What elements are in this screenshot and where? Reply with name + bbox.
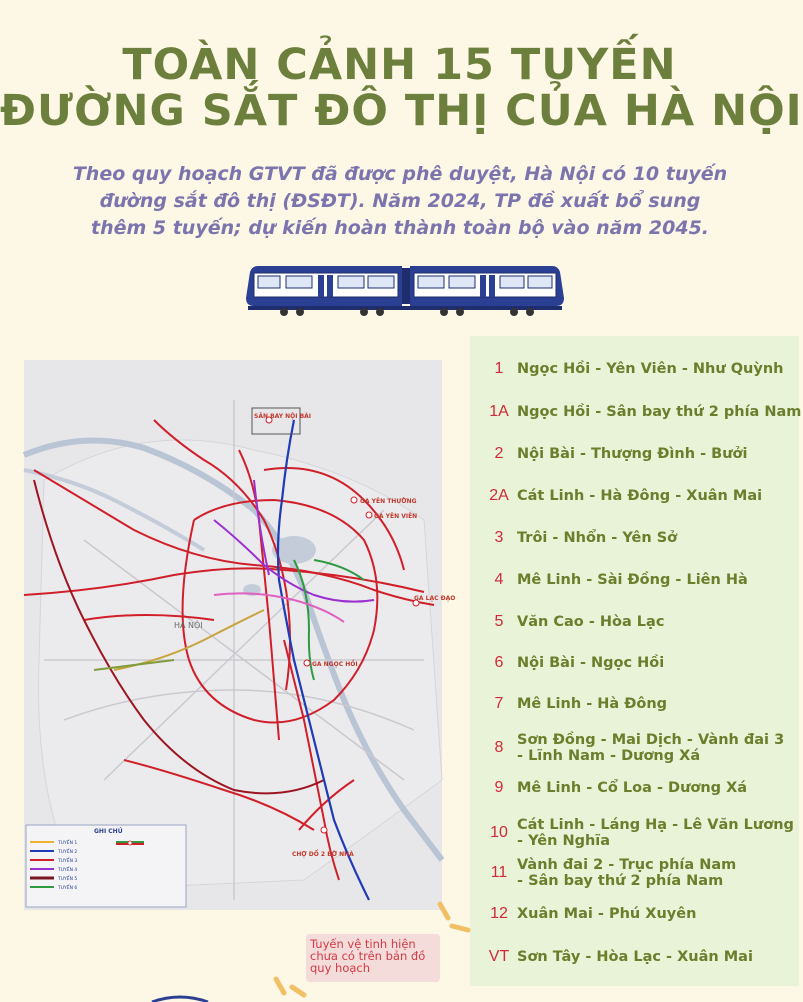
map-legend-item-2: TUYẾN 2: [58, 850, 78, 855]
route-number: 2: [494, 445, 504, 462]
route-item-9: [484, 779, 799, 797]
route-item-vt: [484, 948, 799, 966]
route-item-7: [484, 695, 799, 713]
map-label-cho-do: CHỢ DỐ 2 BỜ NHÀ: [292, 851, 354, 858]
route-name: Mê Linh - Cổ Loa - Dương Xá: [517, 780, 748, 796]
route-number: VT: [488, 948, 510, 965]
title-line-1: TOÀN CẢNH 15 TUYẾN: [122, 40, 677, 90]
route-number: 3: [494, 529, 504, 546]
route-number: 11: [490, 864, 508, 881]
route-name: Ngọc Hồi - Sân bay thứ 2 phía Nam: [517, 404, 802, 420]
title-line-2: ĐƯỜNG SẮT ĐÔ THỊ CỦA HÀ NỘI: [0, 86, 803, 136]
route-number: 10: [490, 824, 508, 841]
route-number: 5: [494, 613, 504, 630]
route-number: 4: [494, 571, 504, 588]
route-item-5: [484, 613, 799, 631]
page-title: [0, 40, 803, 136]
metro-map: [24, 360, 456, 910]
route-number: 7: [494, 695, 504, 712]
route-item-10: [484, 817, 799, 849]
subtitle-line-3: thêm 5 tuyến; dự kiến hoàn thành toàn bộ vào năm 2045.: [90, 217, 710, 239]
map-legend-title: GHI CHÚ: [94, 828, 123, 835]
route-item-2: [484, 445, 799, 463]
route-item-11: [484, 857, 799, 889]
subtitle-line-1: Theo quy hoạch GTVT đã được phê duyệt, Hà Nội có 10 tuyến: [72, 163, 728, 185]
route-item-12: [484, 905, 799, 923]
route-name: Sơn Đồng - Mai Dịch - Vành đai 3 - Lĩnh Nam - Dương Xá: [517, 732, 785, 764]
map-legend-item-4: TUYẾN 4: [58, 868, 78, 873]
subtitle: [60, 161, 740, 242]
route-number: 8: [494, 739, 504, 756]
route-item-8: [484, 732, 799, 764]
route-name: Nội Bài - Ngọc Hồi: [517, 655, 665, 671]
train-illustration: [244, 258, 566, 318]
route-name: Trôi - Nhổn - Yên Sở: [517, 530, 678, 546]
map-label-noi-bai: SÂN BAY NỘI BÀI: [254, 413, 312, 420]
route-name: Cát Linh - Láng Hạ - Lê Văn Lương - Yên Nghĩa: [517, 817, 794, 849]
route-number: 2A: [489, 487, 509, 504]
route-name: Mê Linh - Sài Đồng - Liên Hà: [517, 572, 748, 588]
map-label-yen-vien: GA YÊN VIÊN: [374, 513, 418, 520]
route-item-2a: [484, 487, 799, 505]
route-name: Mê Linh - Hà Đông: [517, 696, 668, 712]
route-name: Xuân Mai - Phú Xuyên: [517, 906, 697, 922]
route-name: Sơn Tây - Hòa Lạc - Xuân Mai: [517, 949, 753, 965]
route-item-1: [484, 360, 799, 378]
route-number: 6: [494, 654, 504, 671]
map-legend-item-6: TUYẾN 6: [58, 886, 78, 891]
route-item-3: [484, 529, 799, 547]
subtitle-line-2: đường sắt đô thị (ĐSĐT). Năm 2024, TP đề xuất bổ sung: [99, 190, 701, 212]
map-city-label: HÀ NỘI: [174, 621, 203, 630]
route-name: Nội Bài - Thượng Đình - Bưởi: [517, 446, 748, 462]
route-item-1a: [484, 403, 802, 421]
sparkle-decoration-icon: [270, 975, 310, 1002]
route-item-4: [484, 571, 799, 589]
route-number: 9: [494, 779, 504, 796]
route-name: Văn Cao - Hòa Lạc: [517, 614, 665, 630]
route-name: Cát Linh - Hà Đông - Xuân Mai: [517, 488, 763, 504]
map-legend-item-3: TUYẾN 3: [58, 859, 78, 864]
blue-arc-decoration: [150, 994, 210, 1002]
route-number: 1: [494, 360, 504, 377]
map-legend-item-5: TUYẾN 5: [58, 877, 78, 882]
sparkle-decoration-icon: [430, 896, 474, 940]
metro-map-graphic: [24, 360, 456, 910]
map-label-yen-thuong: GA YÊN THƯỜNG: [360, 498, 417, 505]
map-legend-item-1: TUYẾN 1: [58, 841, 78, 846]
route-item-6: [484, 654, 799, 672]
route-name: Vành đai 2 - Trục phía Nam - Sân bay thứ 2 phía Nam: [517, 857, 737, 889]
satellite-route-note: Tuyến vệ tinh hiện chưa có trên bản đồ quy hoạch: [310, 937, 426, 975]
map-label-lac-dao: GA LẠC ĐẠO: [414, 595, 456, 602]
route-number: 1A: [489, 403, 509, 420]
route-name: Ngọc Hồi - Yên Viên - Như Quỳnh: [517, 361, 784, 377]
route-number: 12: [490, 905, 508, 922]
map-label-ngoc-hoi: GA NGỌC HỒI: [312, 661, 358, 668]
